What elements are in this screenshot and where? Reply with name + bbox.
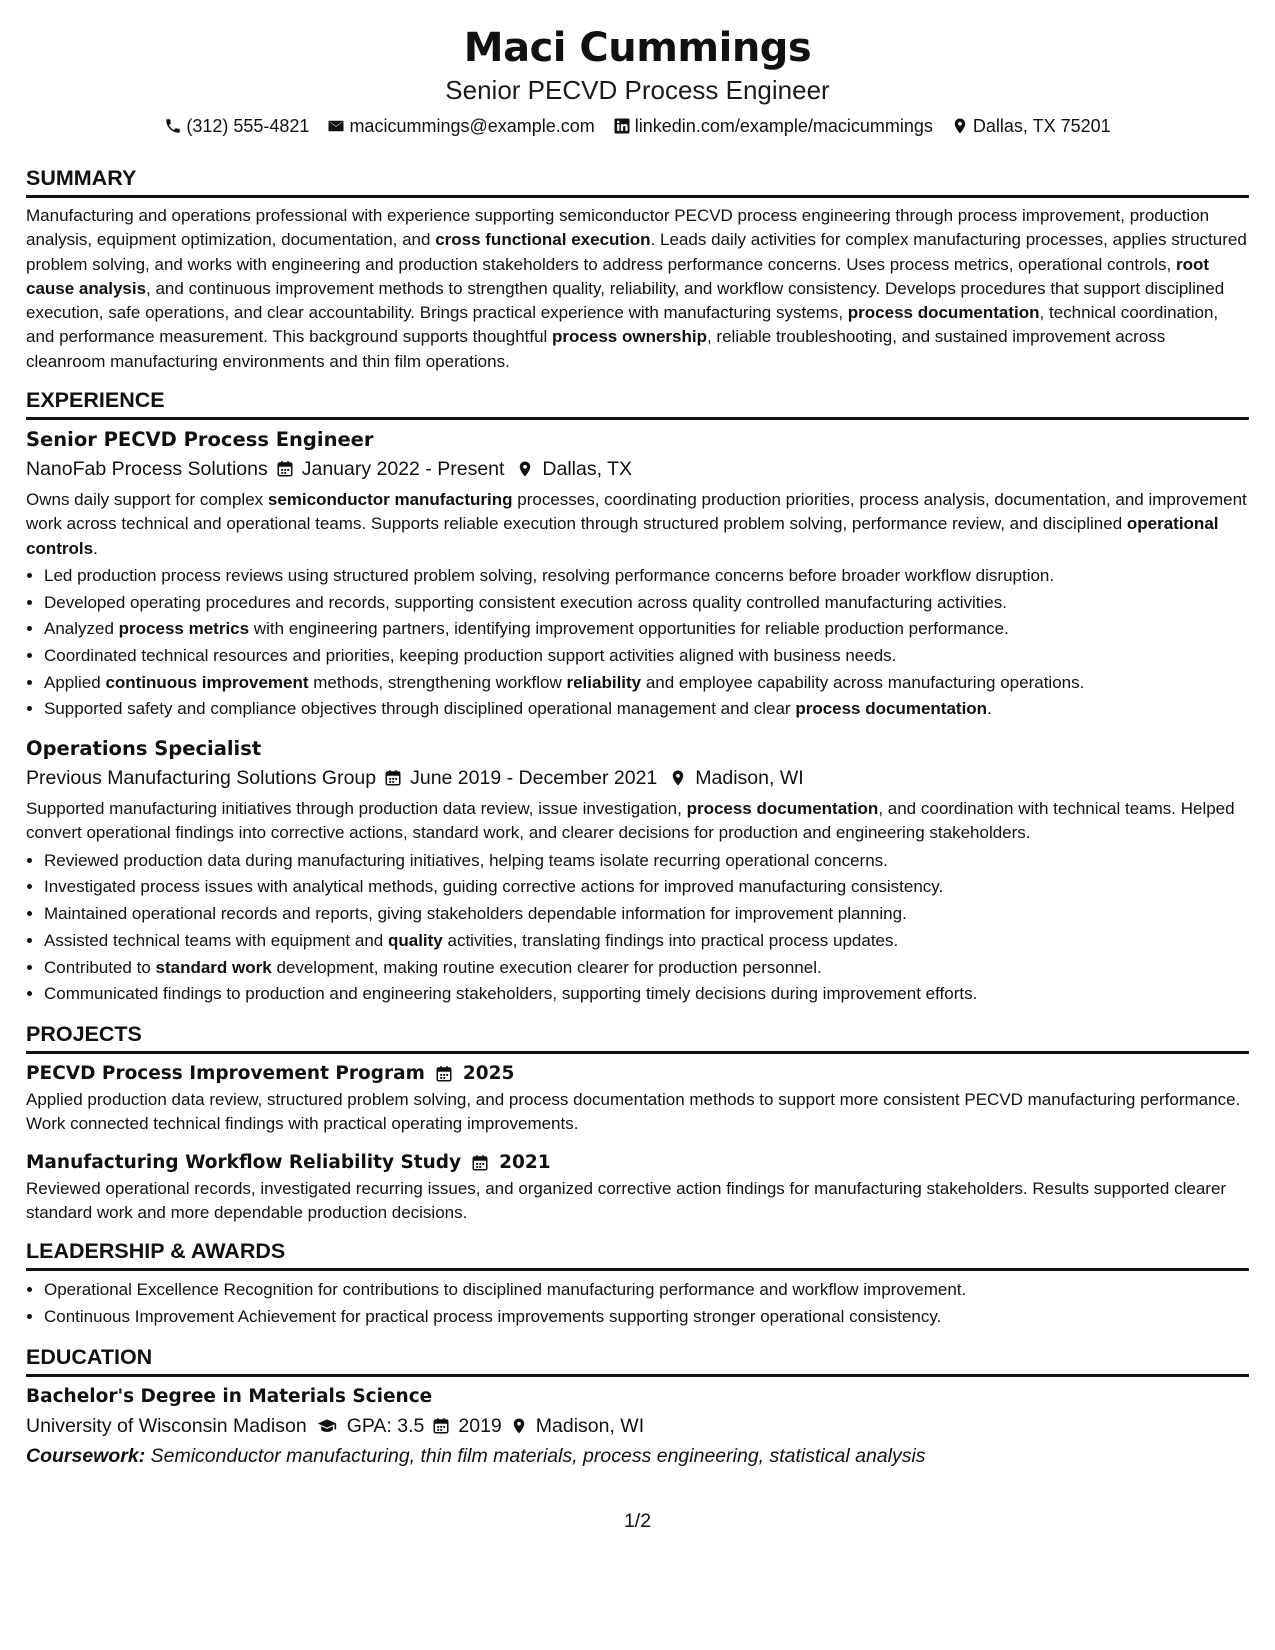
map-pin-icon: [516, 460, 534, 478]
text-run: , and continuous improvement methods to strengthen quality, reliability, and workflow consistency. Develops procedures that support disciplined execution, safe operations, and clear accountability. Brings practical experience with manufacturing systems,: [26, 278, 1225, 323]
award-item: • Operational Excellence Recognition for contributions to disciplined manufacturing performance and workflow improvement.: [44, 1277, 1249, 1304]
map-pin-icon: [510, 1417, 528, 1435]
project-entry: [26, 1060, 1249, 1137]
calendar-icon: [432, 1417, 450, 1435]
job-bullets: [26, 563, 1249, 723]
summary-heading: SUMMARY: [26, 164, 1249, 198]
job-list: [26, 426, 1249, 1008]
company-name: NanoFab Process Solutions: [26, 458, 268, 481]
bold-phrase: process documentation: [847, 303, 1040, 323]
project-description: Reviewed operational records, investigated recurring issues, and organized corrective action findings for manufacturing stakeholders. Results supported clearer standard work and more dependable production decisions.: [26, 1178, 1227, 1222]
project-year: 2021: [499, 1151, 551, 1173]
text-run: Led production process reviews using structured problem solving, resolving performance concerns before broader workflow disruption.: [44, 565, 1055, 585]
text-run: . Leads daily activities for complex manufacturing processes, applies structured problem solving, and works with engineering and production stakeholders to address performance concerns. Uses process metrics, operational controls,: [26, 230, 1247, 274]
phone-text: (312) 555-4821: [186, 116, 310, 136]
bold-phrase: process ownership: [552, 327, 707, 347]
text-run: activities, translating findings into practical process updates.: [442, 930, 899, 950]
project-name: PECVD Process Improvement Program: [26, 1063, 425, 1084]
resume-header: [26, 0, 1249, 138]
graduation-cap-icon: [315, 1416, 339, 1436]
education-heading: EDUCATION: [26, 1343, 1249, 1377]
text-run: Contributed to: [44, 957, 156, 977]
page-number: 1/2: [623, 1510, 652, 1532]
contact-bar: [26, 114, 1249, 138]
job-dates: January 2022 - Present: [301, 458, 505, 481]
education-meta: [26, 1411, 1249, 1441]
bold-phrase: process metrics: [118, 619, 250, 639]
bullet-item: [44, 696, 1249, 723]
text-run: , and coordination with technical teams. Helped convert operational findings into corrective actions, standard work, and clearer decisions for production and engineering stakeholders.: [26, 799, 1235, 843]
company-name: Previous Manufacturing Solutions Group: [26, 767, 377, 790]
bullet-item: [44, 901, 1249, 928]
bold-phrase: process documentation: [686, 799, 879, 819]
contact-phone: [164, 114, 309, 138]
job-description: [26, 797, 1249, 846]
phone-icon: [164, 117, 182, 135]
text-run: .: [93, 538, 98, 558]
text-run: Maintained operational records and reports, giving stakeholders dependable information for improvement planning.: [44, 904, 907, 924]
job-entry: [26, 735, 1249, 1008]
bold-phrase: operational controls: [26, 514, 1219, 558]
text-run: Investigated process issues with analytical methods, guiding corrective actions for improved manufacturing consistency.: [44, 877, 944, 897]
candidate-title: Senior PECVD Process Engineer: [445, 75, 830, 105]
project-header: [26, 1060, 1249, 1088]
project-entry: [26, 1149, 1249, 1226]
linkedin-icon: [613, 117, 631, 135]
experience-section: [26, 386, 1249, 1008]
text-run: Reviewed production data during manufacturing initiatives, helping teams isolate recurring operational concerns.: [44, 850, 888, 870]
text-run: Coordinated technical resources and priorities, keeping production support activities aligned with business needs.: [44, 646, 897, 666]
projects-section: [26, 1020, 1249, 1225]
project-name: Manufacturing Workflow Reliability Study: [26, 1151, 462, 1173]
job-meta: [26, 454, 1249, 484]
bold-phrase: continuous improvement: [105, 672, 309, 692]
map-pin-icon: [951, 117, 969, 135]
education-section: [26, 1343, 1249, 1471]
bullet-item: [44, 643, 1249, 670]
text-run: Owns daily support for complex: [26, 490, 268, 510]
text-run: Communicated findings to production and engineering stakeholders, supporting timely decisions during improvement efforts.: [44, 984, 978, 1004]
text-run: methods, strengthening workflow: [308, 672, 567, 692]
bullet-item: [44, 848, 1249, 875]
degree-title: Bachelor's Degree in Materials Science: [26, 1385, 433, 1407]
school-name: University of Wisconsin Madison: [26, 1414, 307, 1437]
project-list: [26, 1060, 1249, 1225]
bullet-item: [44, 590, 1249, 617]
leadership-heading: LEADERSHIP & AWARDS: [26, 1237, 1249, 1271]
calendar-icon: [435, 1065, 453, 1083]
job-dates: June 2019 - December 2021: [410, 767, 658, 790]
text-run: Supported safety and compliance objectives through disciplined operational management and clear: [44, 699, 796, 719]
coursework-text: Semiconductor manufacturing, thin film materials, process engineering, statistical analysis: [145, 1444, 926, 1467]
bold-phrase: quality: [387, 930, 443, 950]
calendar-icon: [276, 460, 294, 478]
text-run: development, making routine execution clearer for production personnel.: [271, 957, 822, 977]
job-bullets: [26, 848, 1249, 1008]
text-run: processes, coordinating production priorities, process analysis, documentation, and improvement work across technical and operational teams. Supports reliable execution through structured problem solving, performance review, and disciplined: [26, 490, 1247, 534]
bold-phrase: semiconductor manufacturing: [267, 490, 513, 510]
coursework-line: [26, 1441, 1249, 1471]
award-item: • Continuous Improvement Achievement for practical process improvements supporting stronger operational consistency.: [44, 1304, 1249, 1331]
bullet-item: [44, 928, 1249, 955]
bold-phrase: cross functional execution: [435, 230, 651, 250]
text-run: Supported manufacturing initiatives through production data review, issue investigation,: [26, 799, 687, 819]
project-header: [26, 1149, 1249, 1177]
text-run: Manufacturing and operations professional with experience supporting semiconductor PECVD process engineering through process improvement, production analysis, equipment optimization, documentation, and: [26, 206, 1210, 250]
job-title: Senior PECVD Process Engineer: [26, 428, 374, 452]
bold-phrase: root cause analysis: [26, 254, 1210, 298]
location-text: Dallas, TX 75201: [972, 116, 1111, 136]
bold-phrase: reliability: [566, 672, 642, 692]
summary-text: [26, 204, 1249, 374]
projects-heading: PROJECTS: [26, 1020, 1249, 1054]
bold-phrase: standard work: [155, 957, 272, 977]
job-description: [26, 488, 1249, 561]
job-entry: [26, 426, 1249, 723]
contact-linkedin[interactable]: [613, 114, 933, 138]
experience-heading: EXPERIENCE: [26, 386, 1249, 420]
text-run: Analyzed: [44, 619, 119, 639]
text-run: , technical coordination, and performance measurement. This background supports thoughtful: [26, 303, 1219, 347]
text-run: , reliable troubleshooting, and sustained improvement across cleanroom manufacturing environments and thin film operations.: [26, 327, 1166, 371]
coursework-label: Coursework:: [26, 1444, 146, 1467]
text-run: and employee capability across manufacturing operations.: [641, 672, 1085, 692]
bullet-item: [44, 981, 1249, 1008]
leadership-section: [26, 1237, 1249, 1330]
bullet-item: [44, 874, 1249, 901]
graduation-year: 2019: [458, 1414, 502, 1437]
job-meta: [26, 763, 1249, 793]
text-run: with engineering partners, identifying improvement opportunities for reliable production performance.: [249, 619, 1009, 639]
project-description: Applied production data review, structured problem solving, and process documentation methods to support more consistent PECVD manufacturing performance. Work connected technical findings with practical operating improvements.: [26, 1090, 1241, 1134]
email-text: macicummings@example.com: [349, 116, 595, 136]
job-location: Dallas, TX: [542, 458, 633, 481]
bullet-item: [44, 955, 1249, 982]
bullet-item: [44, 563, 1249, 590]
gpa-text: GPA: 3.5: [346, 1414, 425, 1437]
calendar-icon: [384, 769, 402, 787]
contact-email[interactable]: [327, 114, 594, 138]
contact-location: [951, 114, 1111, 138]
calendar-icon: [471, 1154, 489, 1172]
school-location: Madison, WI: [535, 1414, 645, 1437]
text-run: Developed operating procedures and records, supporting consistent execution across quality controlled manufacturing activities.: [44, 592, 1007, 612]
linkedin-text: linkedin.com/example/macicummings: [634, 116, 933, 136]
project-year: 2025: [462, 1063, 515, 1084]
bullet-item: [44, 616, 1249, 643]
envelope-icon: [327, 117, 345, 135]
candidate-name: Maci Cummings: [463, 25, 812, 71]
bullet-item: [44, 670, 1249, 697]
map-pin-icon: [669, 769, 687, 787]
text-run: Applied: [44, 672, 106, 692]
text-run: .: [987, 699, 992, 719]
bold-phrase: process documentation: [795, 699, 988, 719]
job-location: Madison, WI: [695, 767, 804, 790]
text-run: Assisted technical teams with equipment and: [44, 930, 388, 950]
job-title: Operations Specialist: [26, 737, 262, 761]
award-list: [26, 1277, 1249, 1330]
summary-section: [26, 164, 1249, 374]
